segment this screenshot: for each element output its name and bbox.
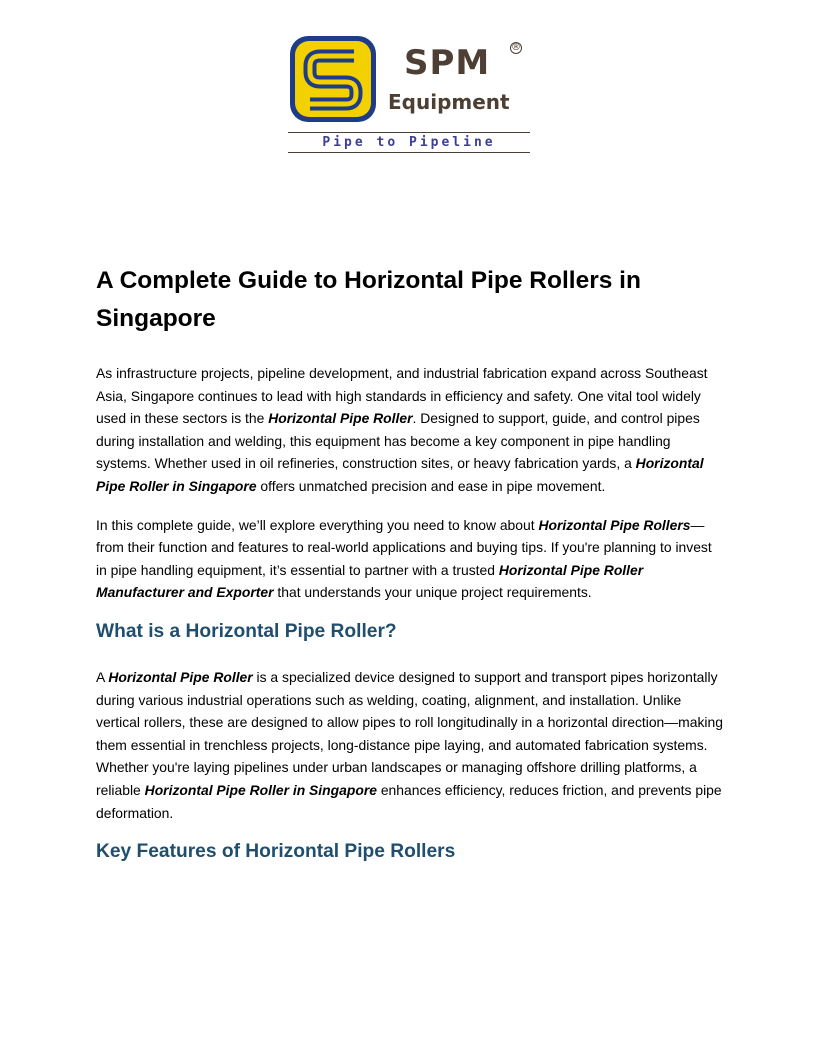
what-is-paragraph <box>96 666 724 824</box>
intro-text-3: offers unmatched precision and ease in pipe movement. <box>256 477 606 494</box>
intro-text-1: As infrastructure projects, pipeline development, and industrial fabrication expand across Southeast Asia, Singapore continues to lead with high standards in efficiency and safety. One vital tool widely used in these sectors is the <box>96 365 708 427</box>
what-is-text-3: enhances efficiency, reduces friction, and prevents pipe deformation. <box>96 781 722 821</box>
logo-divider-bottom <box>288 152 530 153</box>
logo-divider-top <box>288 132 530 133</box>
intro-paragraph <box>96 362 724 498</box>
registered-mark: ® <box>511 42 521 53</box>
intro-keyword-2: Horizontal Pipe Roller in Singapore <box>96 455 704 494</box>
what-is-text-1: A <box>96 668 109 685</box>
guide-keyword-1: Horizontal Pipe Rollers <box>538 516 691 533</box>
section-heading-key-features: Key Features of Horizontal Pipe Rollers <box>96 841 456 863</box>
guide-paragraph <box>96 514 724 604</box>
what-is-keyword-1: Horizontal Pipe Roller <box>108 668 253 685</box>
what-is-text-2: is a specialized device designed to support and transport pipes horizontally during various industrial operations such as welding, coating, alignment, and installation. Unlike vertical rollers, these are designed to allow pipes to roll longitudinally in a horizontal direction—making them essential in trenchless projects, long-distance pipe laying, and automated fabrication systems. Whether you're laying pipelines under urban landscapes or managing offshore drilling platforms, a reliable <box>96 668 723 798</box>
section-heading-what-is: What is a Horizontal Pipe Roller? <box>96 620 397 642</box>
article-body <box>96 262 724 886</box>
intro-text-2: . Designed to support, guide, and control pipes during installation and welding, this equipment has become a key component in pipe handling systems. Whether used in oil refineries, construction sites, or heavy fabrication yards, a <box>96 410 700 472</box>
guide-text-2: —from their function and features to real-world applications and buying tips. If you're planning to invest in pipe handling equipment, it’s essential to partner with a trusted <box>96 516 712 578</box>
guide-text-1: In this complete guide, we’ll explore everything you need to know about <box>96 516 539 533</box>
article-title: A Complete Guide to Horizontal Pipe Rollers in Singapore <box>96 267 641 332</box>
logo-brand-sub: Equipment <box>388 90 510 114</box>
logo-brand-name: SPM <box>404 43 491 83</box>
guide-text-3: that understands your unique project requirements. <box>273 584 592 601</box>
spm-equipment-logo <box>288 34 530 156</box>
logo-tagline: Pipe to Pipeline <box>322 135 496 150</box>
guide-keyword-2: Horizontal Pipe Roller Manufacturer and Exporter <box>96 561 644 601</box>
spm-s-emblem-icon <box>288 34 378 124</box>
what-is-keyword-2: Horizontal Pipe Roller in Singapore <box>144 781 377 798</box>
intro-keyword-1: Horizontal Pipe Roller <box>268 410 413 427</box>
